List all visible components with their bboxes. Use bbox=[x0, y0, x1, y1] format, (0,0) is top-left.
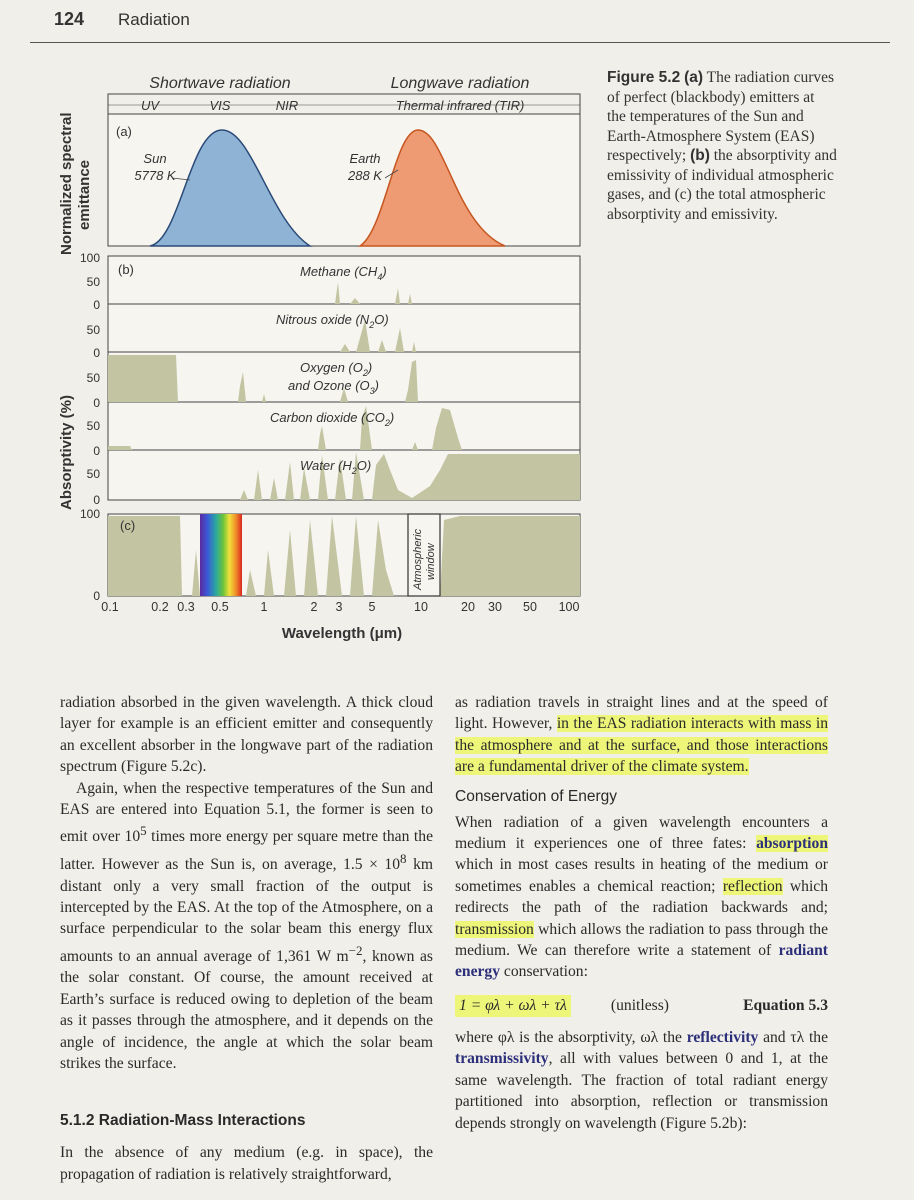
window-label-1: Atmospheric bbox=[412, 528, 424, 590]
longwave-title: Longwave radiation bbox=[390, 75, 530, 92]
gas-oxygen: Oxygen $(O_2)$ bbox=[300, 360, 373, 378]
equation-formula: 1 = φλ + ωλ + τλ bbox=[455, 995, 571, 1016]
xtick-8: 10 bbox=[414, 600, 428, 614]
equation-unit: (unitless) bbox=[610, 997, 669, 1015]
chapter-title: Radiation bbox=[118, 10, 190, 29]
xtick-9: 20 bbox=[461, 600, 475, 614]
ytick-0-2: 0 bbox=[93, 346, 100, 360]
section-heading: 5.1.2 Radiation-Mass Interactions bbox=[60, 1112, 306, 1130]
header-rule bbox=[30, 42, 890, 43]
shortwave-title: Shortwave radiation bbox=[149, 75, 291, 92]
running-header bbox=[0, 0, 914, 44]
ytick-50-2: 50 bbox=[86, 323, 100, 337]
ytick-0-4: 0 bbox=[93, 444, 100, 458]
earth-label: Earth bbox=[349, 151, 381, 166]
gas-ozone: and Ozone $(O_3)$ bbox=[288, 378, 380, 396]
ylabel-emittance-2: emittance bbox=[76, 159, 93, 230]
xtick-2: 0.3 bbox=[177, 600, 195, 614]
xtick-7: 5 bbox=[368, 600, 376, 614]
right-paragraph-1: as radiation travels in straight lines and at the speed of light. However, in the EAS radiation interacts with mass in the atmosphere and at the surface, and those interactions are a fundamental driver of the climate system. bbox=[455, 694, 828, 776]
xtick-0: 0.1 bbox=[101, 600, 119, 614]
kw-transmissivity: transmissivity bbox=[455, 1050, 549, 1068]
visible-spectrum bbox=[200, 514, 242, 596]
ytick-0-1: 0 bbox=[93, 298, 100, 312]
right-column bbox=[455, 692, 828, 1134]
xtick-11: 50 bbox=[523, 600, 537, 614]
equation-5-3 bbox=[455, 993, 828, 1019]
kw-reflection: reflection bbox=[722, 877, 783, 895]
ytick-50-3: 50 bbox=[86, 371, 100, 385]
left-paragraph-2: Again, when the respective temperatures of the Sun and EAS are entered into Equation 5.1, the former is seen to emit over $10^5$ times more energy per square metre than the latter. However as the Sun is, on average, $1.5 \times 10^8$ km distant only a very small fraction of the output is intercepted by the EAS. At the top of the Atmosphere, on a surface perpendicular to the solar beam this energy flux amounts to an annual average of 1,361 W $m^{-2}$, known as the solar constant. Of course, the amount received at Earth’s surface is reduced owing to depletion of the beam as it passes through the atmosphere, and it depends on the angle of incidence, the angle at which the solar beam strikes the surface. bbox=[60, 779, 433, 1073]
panel-b bbox=[108, 256, 580, 500]
xtick-12: 100 bbox=[558, 600, 580, 614]
ytick-0-c: 0 bbox=[93, 589, 100, 603]
sun-label: Sun bbox=[143, 151, 167, 166]
right-paragraph-3: where φλ is the absorptivity, ωλ the reflectivity and τλ the transmissivity, all with values between 0 and 1, at the same wavelength. The fraction of total radiant energy partitioned into absorption, reflection or transmission depends strongly on wavelength (Figure 5.2b): bbox=[455, 1028, 829, 1132]
ytick-100-c: 100 bbox=[79, 507, 100, 521]
ytick-100-b: 100 bbox=[79, 251, 100, 265]
panel-a-label: (a) bbox=[116, 124, 132, 139]
caption-part-b: (b) bbox=[690, 147, 710, 164]
equation-label: Equation 5.3 bbox=[743, 997, 828, 1015]
right-paragraph-2: When radiation of a given wavelength encounters a medium it experiences one of three fates: absorption which in most cases results in heating of the medium or sometimes enables a chemical reaction; reflection which redirects the path of the radiation backwards and; transmission which allows the radiation to pass through the medium. We can therefore write a statement of radiant energy conservation: bbox=[455, 813, 828, 981]
kw-absorption: absorption bbox=[756, 835, 828, 853]
kw-transmission: transmission bbox=[455, 920, 534, 938]
caption-part-a: (a) bbox=[684, 69, 704, 86]
ytick-0-3: 0 bbox=[93, 396, 100, 410]
gas-methane: Methane $(CH_4)$ bbox=[300, 264, 387, 282]
earth-temp: 288 K bbox=[348, 168, 382, 183]
ytick-50-1: 50 bbox=[86, 275, 100, 289]
x-ticks bbox=[101, 600, 579, 614]
left-paragraph-1: radiation absorbed in the given wavelength. A thick cloud layer for example is an efficient emitter and consequently an excellent absorber in the longwave part of the radiation spectrum (Figure 5.2c). bbox=[60, 694, 433, 776]
ytick-50-5: 50 bbox=[86, 467, 100, 481]
window-label-2: window bbox=[425, 543, 437, 580]
band-tir: Thermal infrared (TIR) bbox=[395, 98, 525, 113]
band-uv: UV bbox=[140, 98, 160, 113]
ylabel-emittance-1: Normalized spectral bbox=[58, 112, 75, 255]
ytick-0-5: 0 bbox=[93, 493, 100, 507]
caption-text-a: The radiation curves of perfect (blackbody) emitters at the temperatures of the Sun and Earth-Atmosphere System (EAS) respectively; bbox=[607, 69, 835, 164]
subheading-conservation: Conservation of Energy bbox=[455, 787, 617, 805]
xtick-6: 3 bbox=[335, 600, 343, 614]
sun-temp: 5778 K bbox=[134, 168, 176, 183]
gas-co2: Carbon dioxide $(CO_2)$ bbox=[270, 410, 395, 428]
gas-nitrous: Nitrous oxide $(N_2O)$ bbox=[276, 312, 389, 330]
xtick-1: 0.2 bbox=[151, 600, 169, 614]
ytick-50-4: 50 bbox=[86, 419, 100, 433]
highlight-interaction: in the EAS radiation interacts with mass in the atmosphere and at the surface, and those interactions are a fundamental driver of the climate system. bbox=[455, 715, 828, 776]
y-ticks bbox=[80, 251, 100, 603]
ylabel-absorptivity: Absorptivity (%) bbox=[58, 394, 75, 510]
left-column bbox=[60, 692, 433, 1185]
xtick-5: 2 bbox=[310, 600, 318, 614]
kw-radiant-energy: radiant energy bbox=[455, 942, 828, 981]
xtick-4: 1 bbox=[260, 600, 268, 614]
caption-text-b: the absorptivity and emissivity of individual atmospheric gases, and (c) the total atmospheric absorptivity and emissivity. bbox=[607, 147, 837, 223]
band-vis: VIS bbox=[209, 98, 231, 113]
gas-water: Water $(H_2O)$ bbox=[300, 458, 372, 476]
band-nir: NIR bbox=[275, 98, 299, 113]
panel-b-label: (b) bbox=[118, 262, 134, 277]
page-number: 124 bbox=[54, 9, 85, 29]
figure-5-2 bbox=[0, 50, 600, 650]
kw-reflectivity: reflectivity bbox=[686, 1028, 759, 1046]
left-paragraph-3: In the absence of any medium (e.g. in space), the propagation of radiation is relatively straightforward, bbox=[60, 1144, 433, 1183]
xtick-10: 30 bbox=[488, 600, 502, 614]
x-axis-label: Wavelength (μm) bbox=[281, 625, 403, 642]
panel-c-label: (c) bbox=[120, 518, 136, 533]
figure-caption bbox=[607, 68, 837, 224]
caption-label: Figure 5.2 bbox=[607, 69, 681, 86]
xtick-3: 0.5 bbox=[211, 600, 229, 614]
